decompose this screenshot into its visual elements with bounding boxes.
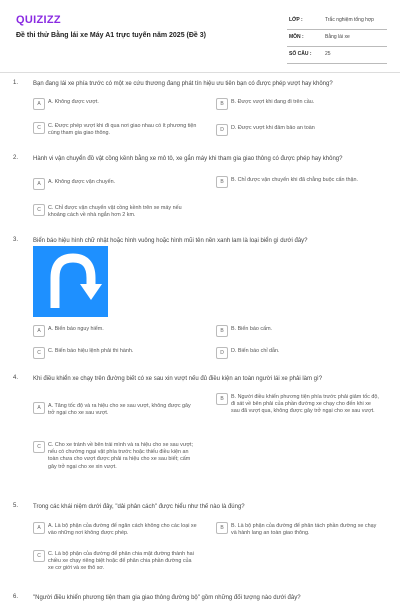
option-letter: A xyxy=(33,325,45,337)
option-letter: A xyxy=(33,178,45,190)
option-text: A. Tăng tốc độ và ra hiệu cho xe sau vượt, không được gây trở ngại cho xe sau vượt. xyxy=(48,403,191,417)
question-text: Trong các khái niệm dưới đây, "dải phân cách" được hiểu như thế nào là đúng? xyxy=(33,504,245,510)
question-text: "Người điều khiển phương tiện tham gia giao thông đường bộ" gồm những đối tượng nào dưới đây? xyxy=(33,595,301,601)
option-letter: B xyxy=(216,522,228,534)
worksheet-header xyxy=(0,0,400,66)
option-letter: B xyxy=(216,98,228,110)
question-number: 3. xyxy=(13,237,19,243)
question-number: 1. xyxy=(13,80,19,86)
option-text: B. Người điều khiển phương tiện phía trước phải giảm tốc độ, đi sát về bên phải của phần đường xe chạy cho đến khi xe sau đã vượt qua, không được gây trở ngại cho xe sau vượt. xyxy=(231,394,379,415)
option-text: A. Không được vượt. xyxy=(48,99,99,105)
u-turn-arrow-icon xyxy=(33,246,108,317)
option-text: A. Là bộ phận của đường để ngăn cách không cho các loại xe vào những nơi không được phép. xyxy=(48,523,197,537)
option-text: C. Chỉ được vận chuyển vật cồng kềnh trên xe máy nếu khoảng cách về nhà ngắn hơn 2 km. xyxy=(48,205,182,219)
option-text: D. Được vượt khi đảm bảo an toàn xyxy=(231,125,315,131)
option-letter: C xyxy=(33,550,45,562)
question-text: Hành vi vận chuyển đồ vật cồng kềnh bằng xe mô tô, xe gắn máy khi tham gia giao thông có được phép hay không? xyxy=(33,156,343,162)
question-text: Biển báo hiệu hình chữ nhật hoặc hình vuông hoặc hình mũi tên nền xanh lam là loại biển gì dưới đây? xyxy=(33,238,308,244)
meta-value: Bằng lái xe xyxy=(325,34,350,40)
question-text: Bạn đang lái xe phía trước có một xe cứu thương đang phát tín hiệu ưu tiên bạn có được phép vượt hay không? xyxy=(33,81,333,87)
option-text: C. Là bộ phận của đường để phân chia mặt đường thành hai chiều xe chạy riêng biệt hoặc để phân chia phần đường của xe cơ giới và xe thô sơ. xyxy=(48,551,194,572)
option-text: A. Không được vận chuyển. xyxy=(48,179,116,185)
blue-sign-image xyxy=(33,246,108,317)
meta-value: Trắc nghiệm tổng hợp xyxy=(325,17,374,23)
option-letter: B xyxy=(216,393,228,405)
meta-key: LỚP : xyxy=(289,17,303,23)
option-letter: A xyxy=(33,402,45,414)
option-letter: C xyxy=(33,441,45,453)
option-text: B. Được vượt khi đang đi trên cầu. xyxy=(231,99,315,105)
option-text: B. Biển báo cấm. xyxy=(231,326,273,332)
question-number: 2. xyxy=(13,155,19,161)
question-number: 4. xyxy=(13,375,19,381)
option-text: C. Cho xe tránh về bên trái mình và ra hiệu cho xe sau vượt; nếu có chướng ngại vật phía trước hoặc thiếu điều kiện an toàn chưa cho vượt được phải ra hiệu cho xe sau biết; cấm gây trở ngại cho xe xin vượt. xyxy=(48,442,193,470)
option-letter: C xyxy=(33,122,45,134)
question-number: 5. xyxy=(13,503,19,509)
option-letter: B xyxy=(216,325,228,337)
option-text: B. Là bộ phận của đường để phân tách phần đường xe chạy và hành lang an toàn giao thông. xyxy=(231,523,377,537)
quizizz-logo: QUIZIZZ xyxy=(16,14,61,26)
option-text: A. Biển báo nguy hiểm. xyxy=(48,326,104,332)
option-letter: D xyxy=(216,347,228,359)
option-letter: C xyxy=(33,204,45,216)
option-letter: C xyxy=(33,347,45,359)
meta-row-class xyxy=(287,14,387,30)
option-text: D. Biển báo chỉ dẫn. xyxy=(231,348,280,354)
option-letter: D xyxy=(216,124,228,136)
meta-key: MÔN : xyxy=(289,34,304,40)
question-number: 6. xyxy=(13,594,19,600)
option-letter: B xyxy=(216,176,228,188)
option-text: C. Được phép vượt khi đi qua nơi giao nhau có ít phương tiện cùng tham gia giao thông. xyxy=(48,123,197,137)
meta-row-count xyxy=(287,48,387,64)
option-letter: A xyxy=(33,98,45,110)
meta-table xyxy=(287,14,387,65)
meta-key: SỐ CÂU : xyxy=(289,51,312,57)
option-text: B. Chỉ được vận chuyển khi đã chằng buộc cẩn thận. xyxy=(231,177,359,183)
worksheet-title: Đề thi thử Bằng lái xe Máy A1 trực tuyến năm 2025 (Đề 3) xyxy=(16,32,206,39)
option-letter: A xyxy=(33,522,45,534)
meta-value: 25 xyxy=(325,51,331,57)
header-divider xyxy=(0,72,400,73)
question-text: Khi điều khiển xe chạy trên đường biết có xe sau xin vượt nếu đủ điều kiện an toàn người lái xe phải làm gì? xyxy=(33,376,323,382)
meta-row-subject xyxy=(287,31,387,47)
option-text: C. Biển báo hiệu lệnh phải thi hành. xyxy=(48,348,134,354)
